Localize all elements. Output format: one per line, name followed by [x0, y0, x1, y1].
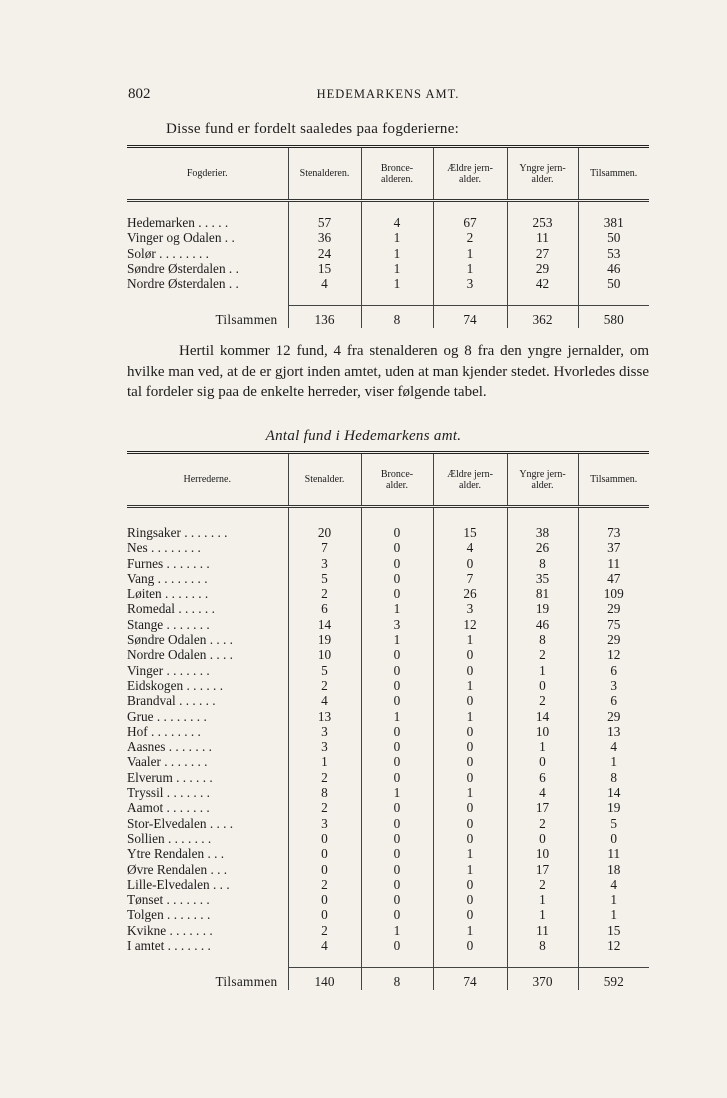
row-value: 0: [507, 678, 578, 693]
row-value: 13: [578, 724, 649, 739]
row-name: Vinger og Odalen . .: [127, 230, 235, 246]
row-value: 0: [361, 754, 433, 769]
row-value: 4: [578, 877, 649, 892]
body-paragraph: [127, 341, 649, 403]
row-value: 46: [578, 261, 649, 276]
row-value: 0: [361, 647, 433, 662]
spacer-cell: [288, 953, 361, 968]
row-name: Tønset . . . . . . .: [127, 892, 210, 908]
table-row: [127, 617, 649, 632]
row-value: 17: [507, 862, 578, 877]
column-header: Ældre jern- alder.: [433, 453, 507, 507]
row-value: 50: [578, 230, 649, 245]
row-value: 1: [433, 846, 507, 861]
row-value: 1: [288, 754, 361, 769]
row-value: 4: [507, 785, 578, 800]
row-value: 0: [433, 647, 507, 662]
row-name: Hof . . . . . . . .: [127, 723, 201, 739]
row-value: 2: [288, 678, 361, 693]
row-value: 0: [433, 892, 507, 907]
table-row: [127, 800, 649, 815]
row-value: 3: [433, 601, 507, 616]
row-value: 1: [433, 678, 507, 693]
row-value: 14: [507, 709, 578, 724]
row-name: Tolgen . . . . . . .: [127, 907, 211, 923]
row-value: 2: [288, 770, 361, 785]
row-value: 0: [361, 663, 433, 678]
row-value: 1: [361, 246, 433, 261]
row-value: 11: [578, 846, 649, 861]
row-value: 253: [507, 215, 578, 230]
row-value: 0: [361, 846, 433, 861]
row-value: 1: [433, 246, 507, 261]
row-value: 3: [288, 816, 361, 831]
row-value: 0: [361, 724, 433, 739]
row-value: 1: [361, 923, 433, 938]
row-value: 14: [578, 785, 649, 800]
row-value: 3: [361, 617, 433, 632]
row-value: 0: [361, 525, 433, 540]
row-value: 19: [288, 632, 361, 647]
row-value: 67: [433, 215, 507, 230]
herreder-table: [127, 451, 649, 990]
row-value: 13: [288, 709, 361, 724]
spacer-cell: [507, 201, 578, 216]
row-value: 2: [433, 230, 507, 245]
total-value: 74: [433, 306, 507, 328]
row-value: 109: [578, 586, 649, 601]
table-row: [127, 230, 649, 245]
row-value: 35: [507, 571, 578, 586]
total-value: 580: [578, 306, 649, 328]
row-value: 0: [361, 877, 433, 892]
table-row: [127, 632, 649, 647]
row-name: Tryssil . . . . . . .: [127, 785, 211, 801]
row-name: Brandval . . . . . .: [127, 693, 216, 709]
table-row: [127, 923, 649, 938]
spacer-cell: [433, 291, 507, 306]
total-label: [127, 968, 288, 990]
row-name: Vaaler . . . . . . .: [127, 754, 208, 770]
row-value: 0: [361, 816, 433, 831]
row-value: 5: [288, 663, 361, 678]
row-name: Eidskogen . . . . . .: [127, 677, 224, 693]
total-label-text: Tilsammen: [215, 974, 278, 990]
row-value: 37: [578, 540, 649, 555]
row-value: 0: [361, 938, 433, 953]
spacer-cell: [127, 507, 288, 526]
row-value: 0: [433, 754, 507, 769]
paragraph-text: Hertil kommer 12 fund, 4 fra stenalderen og 8 fra den yngre jernalder, om hvilke man ved, at de er gjort inden amtet, uden at man kjender stedet. Hvorledes disse tal fordeler sig paa de enkelte herreder, viser følgende tabel.: [127, 343, 649, 400]
table-row: [127, 261, 649, 276]
spacer-cell: [127, 953, 288, 968]
row-value: 0: [288, 846, 361, 861]
row-value: 0: [578, 831, 649, 846]
row-name: Ringsaker . . . . . . .: [127, 525, 228, 540]
table-row: [127, 663, 649, 678]
column-header: Yngre jern- alder.: [507, 453, 578, 507]
row-value: 8: [578, 770, 649, 785]
page-header: [128, 86, 648, 106]
row-value: 3: [433, 276, 507, 291]
row-value: 8: [507, 632, 578, 647]
row-value: 50: [578, 276, 649, 291]
row-value: 14: [288, 617, 361, 632]
row-value: 2: [507, 693, 578, 708]
row-name: Nordre Østerdalen . .: [127, 276, 239, 292]
total-value: 362: [507, 306, 578, 328]
spacer-cell: [127, 291, 288, 306]
total-value: 140: [288, 968, 361, 990]
row-value: 36: [288, 230, 361, 245]
row-value: 8: [507, 938, 578, 953]
row-value: 42: [507, 276, 578, 291]
row-value: 1: [361, 632, 433, 647]
row-name: Sollien . . . . . . .: [127, 830, 212, 846]
spacer-cell: [288, 291, 361, 306]
table-caption: Antal fund i Hedemarkens amt.: [265, 428, 462, 444]
row-value: 0: [361, 540, 433, 555]
column-header: Ældre jern- alder.: [433, 147, 507, 201]
row-value: 7: [433, 571, 507, 586]
total-value: 136: [288, 306, 361, 328]
spacer-cell: [433, 201, 507, 216]
spacer-cell: [578, 953, 649, 968]
row-value: 0: [433, 831, 507, 846]
page-number: 802: [128, 86, 151, 102]
row-value: 27: [507, 246, 578, 261]
row-value: 0: [361, 739, 433, 754]
row-value: 6: [578, 693, 649, 708]
table-header-row: [127, 453, 649, 507]
table-row: [127, 647, 649, 662]
spacer-row: [127, 201, 649, 216]
row-value: 0: [433, 938, 507, 953]
row-name: Søndre Østerdalen . .: [127, 260, 239, 276]
row-name: Romedal . . . . . .: [127, 601, 215, 617]
row-value: 1: [433, 923, 507, 938]
spacer-row: [127, 291, 649, 306]
row-value: 0: [361, 800, 433, 815]
row-value: 0: [288, 907, 361, 922]
row-value: 1: [361, 785, 433, 800]
row-value: 0: [361, 556, 433, 571]
table-row: [127, 907, 649, 922]
total-value: 74: [433, 968, 507, 990]
row-value: 0: [361, 907, 433, 922]
row-value: 0: [433, 663, 507, 678]
row-value: 1: [433, 862, 507, 877]
row-value: 0: [433, 907, 507, 922]
spacer-row: [127, 953, 649, 968]
row-value: 0: [433, 724, 507, 739]
table-row: [127, 877, 649, 892]
row-name: Grue . . . . . . . .: [127, 708, 207, 724]
row-value: 10: [507, 846, 578, 861]
row-name: Aasnes . . . . . . .: [127, 739, 212, 755]
row-name: Ytre Rendalen . . .: [127, 846, 225, 862]
row-name: Nes . . . . . . . .: [127, 540, 201, 556]
row-value: 5: [578, 816, 649, 831]
row-name: Løiten . . . . . . .: [127, 586, 209, 602]
fogderier-table: [127, 145, 649, 328]
column-header: Stenalderen.: [288, 147, 361, 201]
row-value: 4: [288, 693, 361, 708]
row-value: 0: [433, 816, 507, 831]
row-value: 4: [578, 739, 649, 754]
row-value: 12: [578, 647, 649, 662]
row-value: 0: [433, 556, 507, 571]
row-value: 7: [288, 540, 361, 555]
row-name: Nordre Odalen . . . .: [127, 647, 233, 663]
table-row: [127, 739, 649, 754]
total-label: [127, 306, 288, 328]
row-value: 4: [433, 540, 507, 555]
column-header: Fogderier.: [127, 147, 288, 201]
total-label-text: Tilsammen: [215, 312, 278, 328]
running-title: HEDEMARKENS AMT.: [316, 87, 460, 101]
spacer-cell: [433, 507, 507, 526]
row-value: 29: [578, 709, 649, 724]
row-value: 2: [288, 586, 361, 601]
table-row: [127, 276, 649, 291]
table-row: [127, 785, 649, 800]
row-value: 17: [507, 800, 578, 815]
table-row: [127, 586, 649, 601]
spacer-cell: [507, 291, 578, 306]
row-value: 0: [361, 770, 433, 785]
row-value: 11: [507, 923, 578, 938]
row-value: 2: [288, 877, 361, 892]
row-value: 5: [288, 571, 361, 586]
table-row: [127, 770, 649, 785]
row-value: 0: [361, 693, 433, 708]
row-value: 10: [507, 724, 578, 739]
row-value: 47: [578, 571, 649, 586]
row-value: 0: [507, 754, 578, 769]
column-header: Stenalder.: [288, 453, 361, 507]
row-name: Stange . . . . . . .: [127, 616, 210, 632]
table-row: [127, 246, 649, 261]
total-value: 592: [578, 968, 649, 990]
row-value: 15: [578, 923, 649, 938]
row-value: 0: [433, 770, 507, 785]
table-row: [127, 892, 649, 907]
row-value: 1: [507, 739, 578, 754]
total-value: 370: [507, 968, 578, 990]
row-value: 1: [433, 709, 507, 724]
row-name: Øvre Rendalen . . .: [127, 861, 228, 877]
spacer-cell: [507, 507, 578, 526]
table-row: [127, 938, 649, 953]
row-value: 1: [578, 907, 649, 922]
row-value: 20: [288, 525, 361, 540]
row-value: 1: [433, 632, 507, 647]
column-header: Tilsammen.: [578, 453, 649, 507]
row-value: 11: [507, 230, 578, 245]
table-row: [127, 571, 649, 586]
row-value: 0: [288, 862, 361, 877]
row-name: Vinger . . . . . . .: [127, 662, 210, 678]
spacer-cell: [127, 201, 288, 216]
row-value: 6: [578, 663, 649, 678]
row-value: 10: [288, 647, 361, 662]
row-value: 0: [361, 892, 433, 907]
row-value: 0: [361, 862, 433, 877]
spacer-cell: [361, 953, 433, 968]
row-value: 29: [507, 261, 578, 276]
row-value: 1: [433, 785, 507, 800]
row-value: 8: [507, 556, 578, 571]
row-name: I amtet . . . . . . .: [127, 938, 211, 954]
row-value: 26: [433, 586, 507, 601]
row-value: 1: [578, 754, 649, 769]
table-row: [127, 678, 649, 693]
row-value: 1: [361, 709, 433, 724]
spacer-cell: [578, 201, 649, 216]
table-row: [127, 215, 649, 230]
row-name: Hedemarken . . . . .: [127, 215, 229, 230]
row-name: Vang . . . . . . . .: [127, 570, 208, 586]
total-row: [127, 306, 649, 328]
row-name: Stor-Elvedalen . . . .: [127, 815, 234, 831]
row-value: 1: [361, 261, 433, 276]
spacer-cell: [288, 507, 361, 526]
spacer-cell: [288, 201, 361, 216]
row-value: 1: [361, 230, 433, 245]
row-value: 15: [433, 525, 507, 540]
spacer-cell: [361, 507, 433, 526]
row-name: Elverum . . . . . .: [127, 769, 213, 785]
intro-sentence: Disse fund er fordelt saaledes paa fogderierne:: [166, 121, 460, 137]
row-value: 29: [578, 601, 649, 616]
row-value: 4: [288, 938, 361, 953]
row-value: 381: [578, 215, 649, 230]
row-value: 0: [361, 678, 433, 693]
row-value: 6: [507, 770, 578, 785]
spacer-cell: [361, 201, 433, 216]
row-value: 29: [578, 632, 649, 647]
row-value: 2: [288, 923, 361, 938]
table-row: [127, 525, 649, 540]
row-value: 19: [507, 601, 578, 616]
row-value: 2: [507, 877, 578, 892]
row-value: 1: [361, 276, 433, 291]
column-header: Bronce- alderen.: [361, 147, 433, 201]
table-row: [127, 693, 649, 708]
row-value: 3: [578, 678, 649, 693]
row-value: 1: [578, 892, 649, 907]
table-row: [127, 754, 649, 769]
row-name: Kvikne . . . . . . .: [127, 922, 213, 938]
column-header: Bronce- alder.: [361, 453, 433, 507]
row-value: 0: [433, 800, 507, 815]
row-value: 75: [578, 617, 649, 632]
row-value: 4: [288, 276, 361, 291]
row-value: 1: [507, 663, 578, 678]
row-value: 0: [433, 693, 507, 708]
row-value: 2: [507, 647, 578, 662]
table-row: [127, 816, 649, 831]
table-row: [127, 556, 649, 571]
table-row: [127, 846, 649, 861]
row-value: 0: [507, 831, 578, 846]
column-header: Tilsammen.: [578, 147, 649, 201]
table-row: [127, 862, 649, 877]
row-value: 0: [288, 831, 361, 846]
column-header: Yngre jern- alder.: [507, 147, 578, 201]
row-value: 81: [507, 586, 578, 601]
row-value: 6: [288, 601, 361, 616]
row-name: Solør . . . . . . . .: [127, 245, 210, 261]
table-row: [127, 709, 649, 724]
row-value: 73: [578, 525, 649, 540]
table-header-row: [127, 147, 649, 201]
row-value: 2: [288, 800, 361, 815]
row-value: 0: [361, 571, 433, 586]
row-name: Aamot . . . . . . .: [127, 800, 210, 816]
row-value: 53: [578, 246, 649, 261]
row-name: Lille-Elvedalen . . .: [127, 876, 230, 892]
row-value: 1: [361, 601, 433, 616]
total-value: 8: [361, 968, 433, 990]
row-value: 2: [507, 816, 578, 831]
row-value: 57: [288, 215, 361, 230]
column-header: Herrederne.: [127, 453, 288, 507]
total-row: [127, 968, 649, 990]
row-value: 15: [288, 261, 361, 276]
total-value: 8: [361, 306, 433, 328]
row-value: 12: [433, 617, 507, 632]
spacer-row: [127, 507, 649, 526]
row-value: 11: [578, 556, 649, 571]
table-row: [127, 601, 649, 616]
row-value: 1: [507, 907, 578, 922]
row-value: 1: [507, 892, 578, 907]
row-value: 24: [288, 246, 361, 261]
row-value: 38: [507, 525, 578, 540]
row-value: 0: [433, 739, 507, 754]
row-value: 3: [288, 739, 361, 754]
row-value: 46: [507, 617, 578, 632]
row-value: 19: [578, 800, 649, 815]
spacer-cell: [578, 291, 649, 306]
row-value: 18: [578, 862, 649, 877]
row-value: 4: [361, 215, 433, 230]
spacer-cell: [578, 507, 649, 526]
table-row: [127, 540, 649, 555]
row-value: 3: [288, 724, 361, 739]
row-value: 0: [288, 892, 361, 907]
row-name: Søndre Odalen . . . .: [127, 632, 233, 648]
row-value: 0: [361, 586, 433, 601]
table-row: [127, 724, 649, 739]
row-value: 1: [433, 261, 507, 276]
row-value: 0: [433, 877, 507, 892]
spacer-cell: [361, 291, 433, 306]
spacer-cell: [433, 953, 507, 968]
row-value: 3: [288, 556, 361, 571]
row-name: Furnes . . . . . . .: [127, 555, 210, 571]
row-value: 8: [288, 785, 361, 800]
row-value: 26: [507, 540, 578, 555]
row-value: 12: [578, 938, 649, 953]
spacer-cell: [507, 953, 578, 968]
table-row: [127, 831, 649, 846]
row-value: 0: [361, 831, 433, 846]
